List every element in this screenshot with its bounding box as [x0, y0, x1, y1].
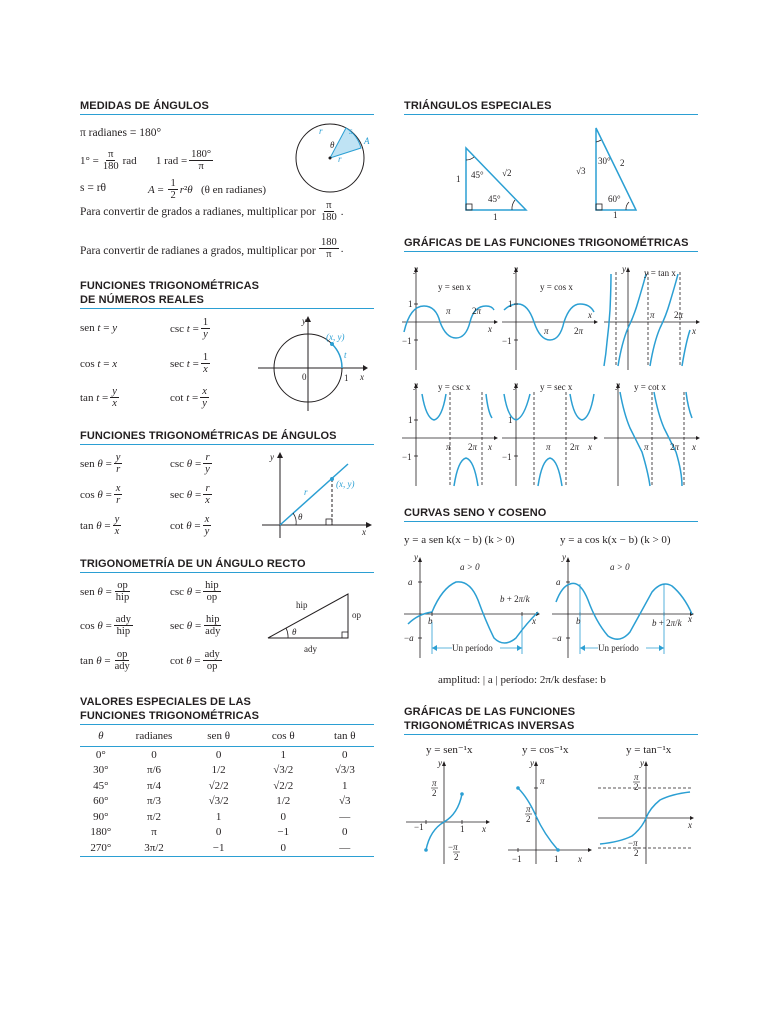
svg-text:1: 1	[408, 299, 413, 309]
periodo-label: Un período	[452, 643, 493, 653]
svg-text:a > 0: a > 0	[610, 562, 630, 572]
section-header-inversas-line2: TRIGONOMÉTRICAS INVERSAS	[404, 720, 575, 732]
table-cell: 30°	[93, 764, 109, 777]
svg-text:60°: 60°	[608, 194, 621, 204]
svg-text:1: 1	[344, 373, 349, 383]
table-cell: −1	[277, 826, 290, 839]
graph-label-asin: y = sen⁻¹x	[426, 744, 473, 756]
svg-text:x: x	[688, 820, 692, 830]
svg-text:x: x	[588, 442, 592, 452]
svg-text:θ: θ	[298, 512, 303, 522]
table-cell: √2/2	[273, 779, 294, 792]
tan-t-def: tan t = $\frac{y}{x}$	[80, 386, 117, 409]
svg-text:x: x	[482, 824, 486, 834]
section-rule	[404, 114, 698, 115]
svg-text:2π: 2π	[670, 442, 680, 452]
table-cell: √3/2	[208, 795, 229, 808]
svg-text:45°: 45°	[471, 170, 484, 180]
table-cell: 0°	[95, 748, 106, 761]
svg-text:x: x	[488, 442, 492, 452]
svg-text:y: y	[616, 380, 620, 390]
unit-circle-diagram	[258, 316, 368, 416]
sec-theta-def: sec θ = $\frac{r}{x}$	[170, 483, 210, 506]
table-cell: √3/2	[273, 764, 294, 777]
table-row	[80, 794, 374, 810]
svg-text:2π: 2π	[574, 326, 584, 336]
section-header-graficas: GRÁFICAS DE LAS FUNCIONES TRIGONOMÉTRICAS	[404, 237, 689, 249]
table-cell: 0	[151, 748, 157, 761]
sec-hip-ady: sec θ = $\frac{\text{hip}}{\text{ady}}$	[170, 614, 221, 637]
special-values-table	[80, 726, 374, 857]
svg-text:1: 1	[554, 854, 559, 864]
svg-text:(x, y): (x, y)	[336, 479, 355, 489]
svg-text:1: 1	[408, 415, 413, 425]
table-cell: π/4	[146, 779, 162, 792]
graph-cot-x	[604, 378, 700, 488]
svg-text:−π: −π	[628, 838, 638, 848]
table-cell: 1/2	[276, 795, 291, 808]
graph-acos	[506, 758, 598, 868]
table-cell: √3/3	[334, 764, 355, 777]
cosine-curve-graph	[552, 552, 700, 662]
convert-degrees-text: Para convertir de grados a radianes, multiplicar por	[80, 206, 316, 218]
convert-radians-fraction: $\frac{180}{\pi}$ .	[321, 237, 344, 260]
svg-text:y: y	[514, 380, 518, 390]
table-header-row	[80, 726, 374, 747]
svg-text:π: π	[546, 442, 551, 452]
svg-text:2: 2	[454, 852, 459, 862]
sen-theta-def: sen θ = $\frac{y}{r}$	[80, 452, 121, 475]
svg-text:π: π	[634, 772, 639, 782]
table-cell: 0	[280, 810, 286, 823]
section-header-recto: TRIGONOMETRÍA DE UN ÁNGULO RECTO	[80, 558, 306, 570]
table-cell: —	[339, 810, 351, 823]
section-header-medidas: MEDIDAS DE ÁNGULOS	[80, 100, 209, 112]
amplitude-period-phase-footer: amplitud: | a | período: 2π/k desfase: b	[438, 674, 606, 686]
table-cell: —	[339, 841, 351, 854]
svg-text:−1: −1	[502, 452, 512, 462]
cos-ady-hip: cos θ = $\frac{\text{ady}}{\text{hip}}$	[80, 614, 131, 637]
svg-text:0: 0	[302, 372, 307, 382]
table-cell: 0	[280, 841, 286, 854]
table-cell: 180°	[90, 826, 112, 839]
graph-label-csc: y = csc x	[438, 382, 471, 392]
section-header-curvas: CURVAS SENO Y COSENO	[404, 507, 547, 519]
svg-text:−1: −1	[502, 336, 512, 346]
graph-atan	[596, 758, 700, 868]
svg-text:b + 2π/k: b + 2π/k	[500, 594, 530, 604]
table-cell: 1	[342, 779, 348, 792]
svg-text:1: 1	[508, 415, 513, 425]
csc-t-def: csc t = $\frac{1}{y}$	[170, 317, 209, 340]
section-rule	[404, 734, 698, 735]
svg-text:r: r	[319, 126, 323, 136]
svg-text:π: π	[650, 310, 655, 320]
sen-op-hip: sen θ = $\frac{op}{\text{hip}}$	[80, 580, 130, 603]
svg-text:2: 2	[526, 814, 531, 824]
section-header-triangulos: TRIÁNGULOS ESPECIALES	[404, 100, 552, 112]
triangle-45-diagram	[454, 140, 534, 220]
svg-text:2π: 2π	[570, 442, 580, 452]
section-rule	[80, 572, 374, 573]
svg-text:−1: −1	[414, 822, 424, 832]
section-rule	[404, 251, 698, 252]
csc-hip-op: csc θ = $\frac{\text{hip}}{op}$	[170, 580, 219, 603]
table-cell: 1	[215, 810, 222, 823]
svg-text:s: s	[349, 126, 353, 136]
svg-text:x: x	[578, 854, 582, 864]
graph-asin	[404, 758, 496, 868]
svg-text:π: π	[526, 804, 531, 814]
svg-text:2: 2	[432, 788, 437, 798]
svg-text:−1: −1	[402, 452, 412, 462]
svg-text:y: y	[438, 758, 442, 768]
svg-text:x: x	[360, 372, 364, 382]
svg-text:y: y	[622, 264, 626, 274]
table-cell: 0	[215, 826, 222, 839]
graph-label-sec: y = sec x	[540, 382, 573, 392]
graph-tan-x	[604, 262, 700, 372]
svg-text:1: 1	[613, 210, 618, 220]
table-row	[80, 809, 374, 825]
right-triangle-diagram	[266, 590, 376, 660]
svg-text:−1: −1	[512, 854, 522, 864]
cot-ady-op: cot θ = $\frac{\text{ady}}{op}$	[170, 649, 220, 672]
svg-text:θ: θ	[330, 140, 335, 150]
section-header-reales: FUNCIONES TRIGONOMÉTRICAS	[80, 280, 260, 292]
angle-circle-diagram	[286, 122, 376, 202]
table-cell: 0	[215, 748, 222, 761]
svg-text:r: r	[304, 487, 308, 497]
svg-text:op: op	[352, 610, 361, 620]
cos-t-def: cos t = x	[80, 358, 118, 370]
graph-label-tan: y = tan x	[644, 268, 676, 278]
graph-label-atan: y = tan⁻¹x	[626, 744, 672, 756]
cos-theta-def: cos θ = $\frac{x}{r}$	[80, 483, 121, 506]
svg-text:2π: 2π	[472, 306, 482, 316]
column-header: sen θ	[186, 726, 251, 747]
table-cell: π	[151, 826, 157, 839]
svg-text:45°: 45°	[488, 194, 501, 204]
svg-text:30°: 30°	[598, 156, 611, 166]
table-cell: √2/2	[208, 779, 229, 792]
svg-text:π: π	[446, 442, 451, 452]
convert-radians-text: Para convertir de radianes a grados, multiplicar por	[80, 245, 316, 257]
periodo-label: Un período	[598, 643, 639, 653]
section-header-angulos: FUNCIONES TRIGONOMÉTRICAS DE ÁNGULOS	[80, 430, 337, 442]
section-header-reales-line2: DE NÚMEROS REALES	[80, 294, 204, 306]
svg-text:y: y	[530, 758, 534, 768]
svg-text:1: 1	[460, 824, 465, 834]
sine-curve-graph	[404, 552, 544, 662]
cot-t-def: cot t = $\frac{x}{y}$	[170, 386, 207, 409]
column-header: tan θ	[316, 726, 374, 747]
svg-text:x: x	[362, 527, 366, 537]
degree-radian-equation: 1° = $\frac{\pi}{180}$ rad 1 rad = $\frac{180^\circ}{\pi}$	[80, 149, 212, 172]
section-rule	[80, 444, 374, 445]
svg-text:π: π	[432, 778, 437, 788]
table-cell: 1	[280, 748, 286, 761]
svg-text:r: r	[338, 154, 342, 164]
svg-text:π: π	[540, 776, 545, 786]
graph-csc-x	[402, 378, 498, 488]
section-rule	[80, 724, 374, 725]
sec-t-def: sec t = $\frac{1}{x}$	[170, 352, 209, 375]
graph-sec-x	[502, 378, 598, 488]
svg-text:1: 1	[493, 212, 498, 222]
section-rule	[404, 521, 698, 522]
svg-text:b: b	[576, 616, 581, 626]
section-rule	[80, 308, 374, 309]
svg-text:A: A	[364, 136, 370, 146]
svg-text:2: 2	[620, 158, 625, 168]
svg-text:x: x	[488, 324, 492, 334]
svg-text:√2: √2	[502, 168, 512, 178]
svg-text:π: π	[446, 306, 451, 316]
sen-t-def: sen t = y	[80, 322, 118, 334]
table-cell: −1	[212, 841, 225, 854]
radians-note: (θ en radianes)	[200, 183, 267, 196]
arc-length-equation: s = rθ	[80, 182, 107, 194]
svg-text:x: x	[692, 326, 696, 336]
graph-label-cot: y = cot x	[634, 382, 666, 392]
table-row	[80, 840, 374, 856]
section-header-inversas: GRÁFICAS DE LAS FUNCIONES	[404, 706, 576, 718]
graph-sen-x	[402, 262, 498, 372]
svg-text:x: x	[588, 310, 592, 320]
table-cell: √3	[339, 795, 351, 808]
triangle-30-60-diagram	[574, 124, 654, 220]
svg-text:b + 2π/k: b + 2π/k	[652, 618, 682, 628]
cot-theta-def: cot θ = $\frac{x}{y}$	[170, 514, 210, 537]
column-header: cos θ	[251, 726, 316, 747]
table-row	[80, 747, 374, 763]
svg-text:y: y	[562, 552, 566, 562]
section-header-valores-line2: FUNCIONES TRIGONOMÉTRICAS	[80, 710, 260, 722]
svg-text:y: y	[414, 264, 418, 274]
svg-text:2: 2	[634, 848, 639, 858]
sector-area-equation: A = $\frac{1}{2}$ r ² θ (θ en radianes)	[148, 178, 267, 201]
graph-label-sen: y = sen x	[438, 282, 471, 292]
table-cell: 270°	[90, 841, 112, 854]
angle-coordinate-diagram	[262, 452, 372, 542]
table-cell: 0	[342, 748, 348, 761]
column-header: radianes	[122, 726, 187, 747]
table-row	[80, 763, 374, 779]
svg-text:1: 1	[508, 299, 513, 309]
svg-text:y: y	[640, 758, 644, 768]
graph-label-acos: y = cos⁻¹x	[522, 744, 569, 756]
pi-radians-equation: π radianes = 180°	[80, 127, 162, 139]
svg-text:a: a	[408, 577, 413, 587]
table-cell: 90°	[93, 810, 109, 823]
table-cell: 3π/2	[144, 841, 164, 854]
cosine-curve-equation: y = a cos k(x − b) (k > 0)	[560, 534, 671, 546]
svg-text:b: b	[428, 616, 433, 626]
svg-text:π: π	[644, 442, 649, 452]
svg-text:y: y	[414, 552, 418, 562]
graph-label-cos: y = cos x	[540, 282, 573, 292]
svg-text:a > 0: a > 0	[460, 562, 480, 572]
svg-text:π: π	[544, 326, 549, 336]
svg-text:hip: hip	[296, 600, 308, 610]
table-cell: π/2	[146, 810, 162, 823]
svg-text:θ: θ	[292, 627, 297, 637]
svg-text:a: a	[556, 577, 561, 587]
svg-text:−a: −a	[552, 633, 562, 643]
graph-cos-x	[502, 262, 598, 372]
section-header-valores: VALORES ESPECIALES DE LAS	[80, 696, 251, 708]
section-rule	[80, 114, 374, 115]
convert-degrees-fraction: $\frac{\pi}{180}$ .	[321, 200, 344, 223]
svg-text:t: t	[344, 350, 347, 360]
svg-text:2π: 2π	[674, 310, 684, 320]
svg-text:√3: √3	[576, 166, 586, 176]
svg-text:(x, y): (x, y)	[326, 332, 345, 342]
svg-text:−π: −π	[448, 842, 458, 852]
table-row	[80, 825, 374, 841]
svg-text:y: y	[270, 452, 274, 462]
table-cell: π/3	[146, 795, 162, 808]
csc-theta-def: csc θ = $\frac{r}{y}$	[170, 452, 210, 475]
svg-text:2π: 2π	[468, 442, 478, 452]
svg-text:2: 2	[634, 782, 639, 792]
svg-text:x: x	[692, 442, 696, 452]
table-cell: π/6	[146, 764, 162, 777]
sine-curve-equation: y = a sen k(x − b) (k > 0)	[404, 534, 515, 546]
svg-text:ady: ady	[304, 644, 317, 654]
table-row	[80, 778, 374, 794]
svg-text:1: 1	[456, 174, 461, 184]
table-cell: 0	[342, 826, 348, 839]
tan-theta-def: tan θ = $\frac{y}{x}$	[80, 514, 120, 537]
svg-text:y: y	[414, 380, 418, 390]
svg-text:x: x	[688, 614, 692, 624]
svg-text:x: x	[532, 616, 536, 626]
table-cell: 1/2	[211, 764, 226, 777]
table-cell: 60°	[93, 795, 109, 808]
tan-op-ady: tan θ = $\frac{op}{\text{ady}}$	[80, 649, 130, 672]
column-header: θ	[80, 726, 122, 747]
svg-text:y: y	[302, 316, 306, 326]
svg-text:y: y	[514, 264, 518, 274]
table-cell: 45°	[93, 779, 109, 792]
svg-text:−a: −a	[404, 633, 414, 643]
svg-text:−1: −1	[402, 336, 412, 346]
